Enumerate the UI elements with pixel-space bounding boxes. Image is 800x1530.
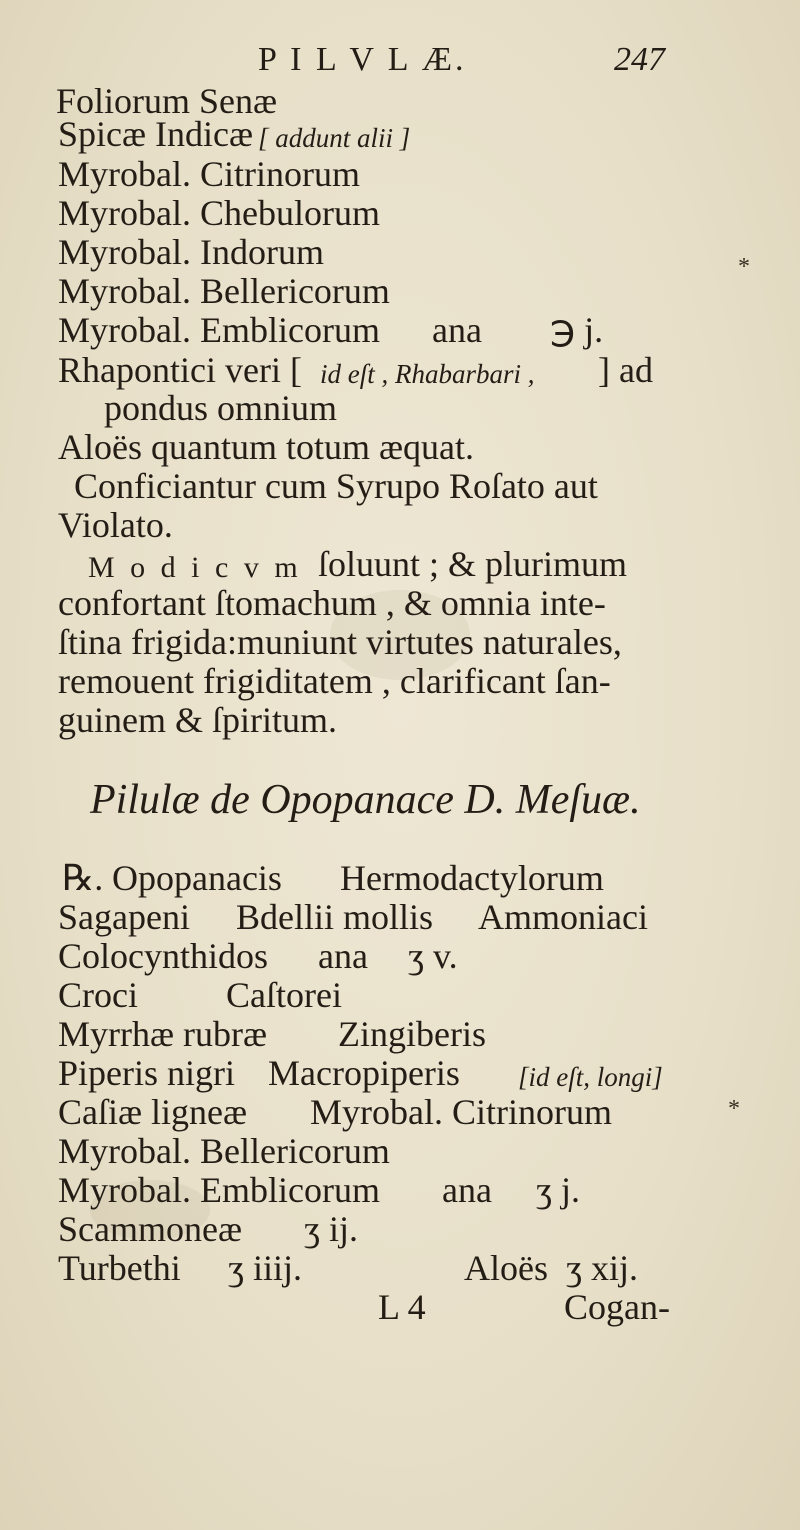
ingredient: Piperis nigri bbox=[58, 1053, 235, 1093]
text-line: pondus omnium bbox=[104, 388, 338, 428]
dose: ʒ j. bbox=[536, 1170, 580, 1210]
signature-mark: L 4 bbox=[378, 1287, 426, 1327]
ingredient: Scammoneæ bbox=[58, 1209, 242, 1249]
text-line: Violato. bbox=[58, 505, 173, 545]
catchword: Cogan- bbox=[564, 1287, 670, 1327]
text-line: ] ad bbox=[598, 350, 653, 390]
running-title: P I L V L Æ. bbox=[258, 41, 467, 78]
text-line: Aloës quantum totum æquat. bbox=[58, 427, 474, 467]
dose: ʒ xij. bbox=[566, 1248, 638, 1288]
ingredient: Myrrhæ rubræ bbox=[58, 1014, 267, 1054]
text-line: Spicæ Indicæ bbox=[58, 114, 253, 154]
bracket-note: id eſt , Rhabarbari , bbox=[320, 359, 542, 389]
text-line: Myrobal. Bellericorum bbox=[58, 271, 390, 311]
ana-word: ana bbox=[442, 1170, 492, 1210]
ingredient: Macropiperis bbox=[268, 1053, 460, 1093]
ana-word: ana bbox=[318, 936, 368, 976]
ingredient: Myrobal. Emblicorum bbox=[58, 1170, 380, 1210]
text-line: Conficiantur cum Syrupo Roſato aut bbox=[74, 466, 598, 506]
ana-word: ana bbox=[432, 310, 482, 350]
ingredient: Opopanacis bbox=[112, 858, 282, 898]
page-number: 247 bbox=[614, 41, 665, 78]
asterisk-margin-mark: * bbox=[728, 1096, 740, 1122]
asterisk-margin-mark: * bbox=[738, 254, 750, 280]
text-line: ſoluunt ; & plurimum bbox=[318, 544, 628, 584]
text-line: guinem & ſpiritum. bbox=[58, 700, 337, 740]
ingredient: Caſiæ ligneæ bbox=[58, 1092, 247, 1132]
text-line: Myrobal. Chebulorum bbox=[58, 193, 380, 233]
ingredient: Croci bbox=[58, 975, 138, 1015]
ingredient: Sagapeni bbox=[58, 897, 190, 937]
text-line: Rhapontici veri [ bbox=[58, 350, 302, 390]
ingredient: Ammoniaci bbox=[478, 897, 648, 937]
ingredient: Colocynthidos bbox=[58, 936, 269, 976]
ingredient: Myrobal. Bellericorum bbox=[58, 1131, 390, 1171]
ingredient: Bdellii mollis bbox=[236, 897, 434, 937]
text-line: remouent frigiditatem , clarificant ſan- bbox=[58, 661, 611, 701]
text-line: Myrobal. Citrinorum bbox=[58, 154, 360, 194]
ingredient: Caſtorei bbox=[226, 975, 342, 1015]
ingredient: Hermodactylorum bbox=[340, 858, 604, 898]
recipe-symbol: ℞. bbox=[62, 858, 104, 898]
text-line: Myrobal. Emblicorum bbox=[58, 310, 380, 350]
text-line: Foliorum Senæ bbox=[56, 81, 278, 121]
dose: ʒ v. bbox=[408, 936, 458, 976]
ingredient: Myrobal. Citrinorum bbox=[310, 1092, 612, 1132]
dose: ʒ iiij. bbox=[228, 1248, 302, 1288]
text-line: Myrobal. Indorum bbox=[58, 232, 324, 272]
section-title: Pilulæ de Opopanace D. Meſuæ. bbox=[90, 777, 641, 823]
dose: ℈ j. bbox=[550, 310, 604, 350]
bracket-note: [id eſt, longi] bbox=[518, 1062, 663, 1092]
ingredient: Zingiberis bbox=[338, 1014, 486, 1054]
small-caps-lead: M o d i c v m bbox=[88, 551, 302, 584]
text-line: confortant ſtomachum , & omnia inte- bbox=[58, 583, 606, 623]
dose: ʒ ij. bbox=[304, 1209, 358, 1249]
ingredient: Turbethi bbox=[58, 1248, 181, 1288]
bracket-note: [ addunt alii ] bbox=[258, 123, 411, 153]
text-line: ſtina frigida:muniunt virtutes naturales, bbox=[58, 622, 622, 662]
ingredient: Aloës bbox=[464, 1248, 548, 1288]
